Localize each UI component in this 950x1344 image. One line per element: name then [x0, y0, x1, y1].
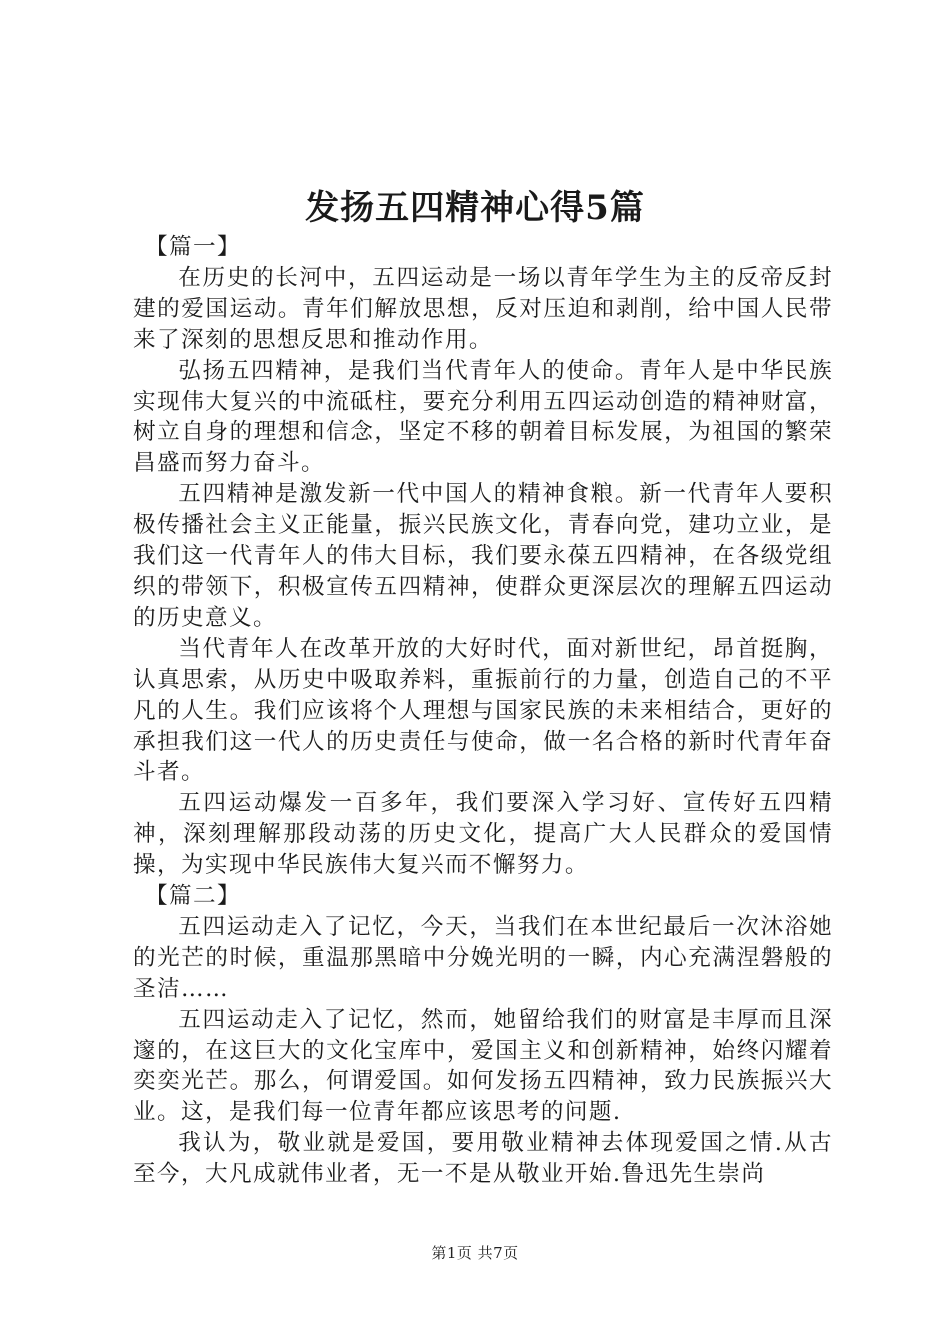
document-title: 发扬五四精神心得5篇 — [305, 188, 645, 228]
section-heading: 【篇二】 — [145, 883, 241, 910]
paragraph: 在历史的长河中，五四运动是一场以青年学生为主的反帝反封建的爱国运动。青年们解放思想，反对压迫和剥削，给中国人民带来了深刻的思想反思和推动作用。 — [133, 264, 833, 353]
paragraph: 弘扬五四精神，是我们当代青年人的使命。青年人是中华民族实现伟大复兴的中流砥柱，要充分利用五四运动创造的精神财富，树立自身的理想和信念，坚定不移的朝着目标发展，为祖国的繁荣昌盛而努力奋斗。 — [133, 357, 833, 477]
page-footer: 第1页 共7页 — [431, 1244, 519, 1262]
paragraph: 五四运动走入了记忆，然而，她留给我们的财富是丰厚而且深邃的，在这巨大的文化宝库中，爱国主义和创新精神，始终闪耀着奕奕光芒。那么，何谓爱国。如何发扬五四精神，致力民族振兴大业。这，是我们每一位青年都应该思考的问题. — [133, 1006, 833, 1126]
paragraph: 五四运动爆发一百多年，我们要深入学习好、宣传好五四精神，深刻理解那段动荡的历史文化，提高广大人民群众的爱国情操，为实现中华民族伟大复兴而不懈努力。 — [133, 790, 833, 879]
section-one — [133, 232, 833, 881]
section-heading: 【篇一】 — [145, 234, 241, 260]
document-body — [133, 232, 833, 1190]
paragraph: 五四运动走入了记忆，今天，当我们在本世纪最后一次沐浴她的光芒的时候，重温那黑暗中分娩光明的一瞬，内心充满涅磐般的圣洁…… — [133, 913, 833, 1002]
paragraph: 当代青年人在改革开放的大好时代，面对新世纪，昂首挺胸，认真思索，从历史中吸取养料，重振前行的力量，创造自己的不平凡的人生。我们应该将个人理想与国家民族的未来相结合，更好的承担我们这一代人的历史责任与使命，做一名合格的新时代青年奋斗者。 — [133, 635, 833, 786]
paragraph: 五四精神是激发新一代中国人的精神食粮。新一代青年人要积极传播社会主义正能量，振兴民族文化，青春向党，建功立业，是我们这一代青年人的伟大目标，我们要永葆五四精神，在各级党组织的带领下，积极宣传五四精神，使群众更深层次的理解五四运动的历史意义。 — [133, 481, 833, 631]
paragraph: 我认为，敬业就是爱国，要用敬业精神去体现爱国之情.从古至今，大凡成就伟业者，无一不是从敬业开始.鲁迅先生崇尚 — [133, 1130, 833, 1188]
section-two — [133, 881, 833, 1190]
